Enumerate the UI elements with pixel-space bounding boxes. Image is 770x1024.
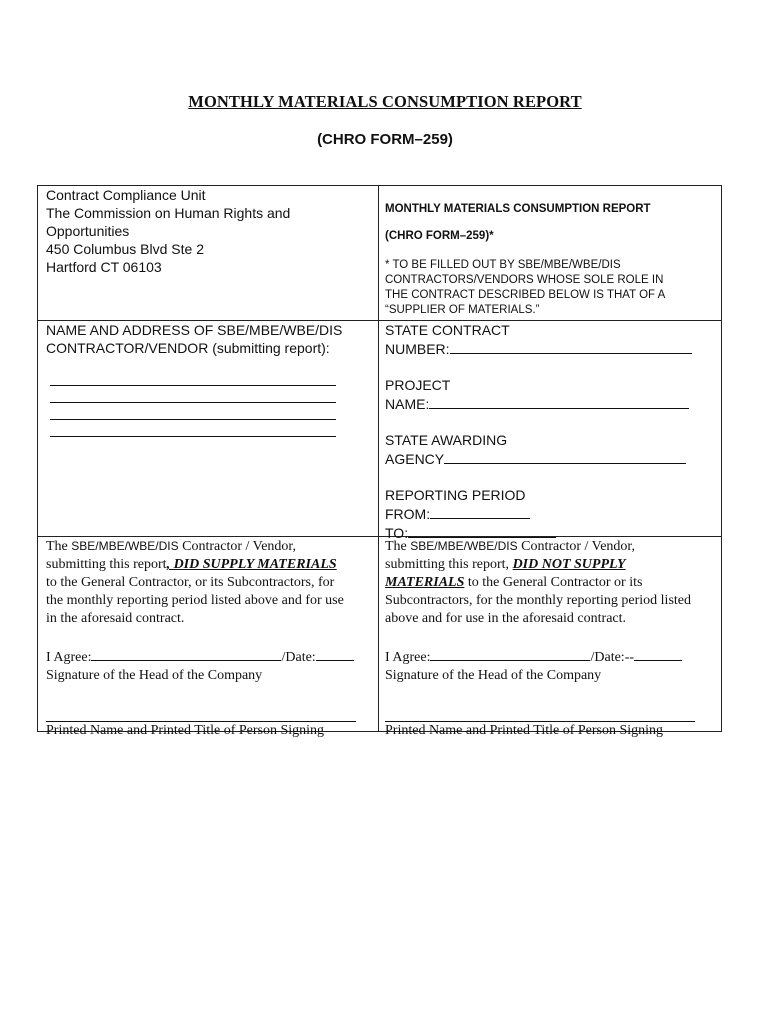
agency-name-label: AGENCY xyxy=(385,451,445,467)
state-contract-label: STATE CONTRACT xyxy=(385,322,510,338)
contract-number-label: NUMBER: xyxy=(385,341,450,357)
statement-text: the monthly reporting period listed above and for use xyxy=(46,593,344,608)
date-field[interactable] xyxy=(634,646,682,661)
statement-text: Contractor / Vendor, xyxy=(178,539,297,554)
note-line: * TO BE FILLED OUT BY SBE/MBE/WBE/DIS xyxy=(385,259,621,271)
agency-field[interactable] xyxy=(444,449,686,464)
right-header-subtitle: (CHRO FORM–259)* xyxy=(385,230,494,242)
signature-field[interactable] xyxy=(430,646,590,661)
filing-note xyxy=(385,258,720,318)
signature-field[interactable] xyxy=(91,646,281,661)
printed-name-caption: Printed Name and Printed Title of Person Signing xyxy=(46,723,325,738)
address-line: The Commission on Human Rights and xyxy=(46,205,291,221)
address-line: Contract Compliance Unit xyxy=(46,187,206,203)
note-line: “SUPPLIER OF MATERIALS.” xyxy=(385,304,540,316)
statement-text: SBE/MBE/WBE/DIS xyxy=(71,539,179,553)
did-not-supply-emphasis: DID NOT SUPPLY xyxy=(512,557,626,572)
address-line: 450 Columbus Blvd Ste 2 xyxy=(46,241,204,257)
vendor-block xyxy=(46,321,376,437)
statement-text: SBE/MBE/WBE/DIS xyxy=(410,539,518,553)
vendor-address-field[interactable] xyxy=(50,403,336,420)
statement-text: to the General Contractor or its xyxy=(464,575,643,590)
project-name-label: NAME: xyxy=(385,396,430,412)
address-block xyxy=(46,186,371,276)
vendor-label: CONTRACTOR/VENDOR (submitting report): xyxy=(46,340,330,356)
statement-text: The xyxy=(385,539,411,554)
right-header-block xyxy=(385,202,720,318)
project-name-field[interactable] xyxy=(429,394,689,409)
date-label: /Date:-- xyxy=(590,650,635,665)
printed-name-field[interactable] xyxy=(46,705,356,722)
vendor-name-field[interactable] xyxy=(50,369,336,386)
signature-caption: Signature of the Head of the Company xyxy=(385,668,602,683)
vendor-address-field[interactable] xyxy=(50,386,336,403)
right-header-title: MONTHLY MATERIALS CONSUMPTION REPORT xyxy=(385,203,651,215)
date-field[interactable] xyxy=(316,646,354,661)
did-supply-statement xyxy=(46,537,376,740)
note-line: CONTRACTORS/VENDORS WHOSE SOLE ROLE IN xyxy=(385,274,664,286)
contract-details xyxy=(385,321,720,542)
did-not-supply-emphasis: MATERIALS xyxy=(385,575,465,590)
contract-number-field[interactable] xyxy=(450,339,692,354)
statement-text: to the General Contractor, or its Subcontractors, for xyxy=(46,575,335,590)
statement-text: submitting this report, xyxy=(385,557,513,572)
note-line: THE CONTRACT DESCRIBED BELOW IS THAT OF A xyxy=(385,289,666,301)
statement-text: in the aforesaid contract. xyxy=(46,611,185,626)
did-not-supply-statement xyxy=(385,537,721,740)
to-date-field[interactable] xyxy=(408,523,556,538)
vendor-address-field[interactable] xyxy=(50,420,336,437)
reporting-period-label: REPORTING PERIOD xyxy=(385,487,526,503)
project-label: PROJECT xyxy=(385,377,451,393)
statement-text: The xyxy=(46,539,72,554)
report-form-table xyxy=(37,185,722,738)
from-label: FROM: xyxy=(385,506,431,522)
printed-name-caption: Printed Name and Printed Title of Person Signing xyxy=(385,723,664,738)
statement-text: above and for use in the aforesaid contract. xyxy=(385,611,627,626)
from-date-field[interactable] xyxy=(430,504,530,519)
page-title: MONTHLY MATERIALS CONSUMPTION REPORT xyxy=(188,92,582,111)
statement-text: submitting this report xyxy=(46,557,167,572)
column-divider xyxy=(378,186,379,731)
address-line: Hartford CT 06103 xyxy=(46,259,162,275)
to-label: TO: xyxy=(385,525,409,541)
statement-text: Contractor / Vendor, xyxy=(517,539,636,554)
agree-label: I Agree: xyxy=(46,650,92,665)
signature-caption: Signature of the Head of the Company xyxy=(46,668,263,683)
form-number: (CHRO FORM–259) xyxy=(317,131,453,148)
printed-name-field[interactable] xyxy=(385,705,695,722)
address-line: Opportunities xyxy=(46,223,130,239)
agree-label: I Agree: xyxy=(385,650,431,665)
vendor-label: NAME AND ADDRESS OF SBE/MBE/WBE/DIS xyxy=(46,322,343,338)
statement-text: Subcontractors, for the monthly reporting period listed xyxy=(385,593,691,608)
agency-label: STATE AWARDING xyxy=(385,432,508,448)
did-supply-emphasis: , DID SUPPLY MATERIALS xyxy=(166,557,337,572)
date-label: /Date: xyxy=(281,650,316,665)
